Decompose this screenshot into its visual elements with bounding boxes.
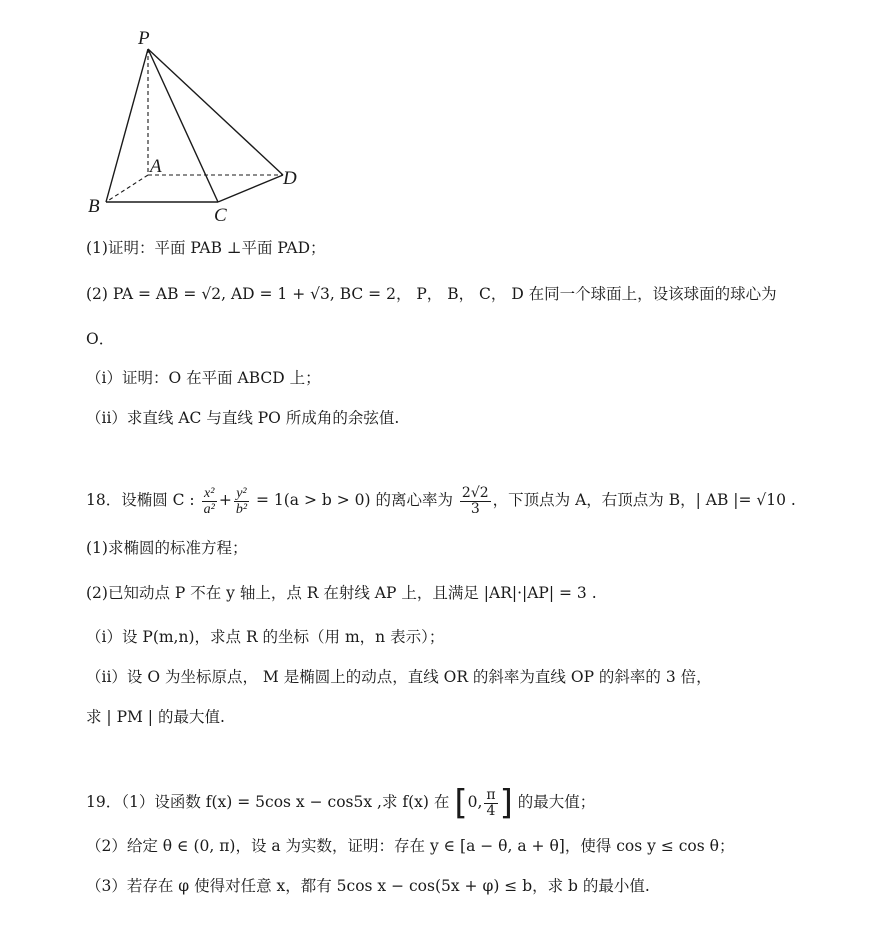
p18-eq-tail: = 1(a > b > 0) 的离心率为 — [255, 491, 453, 509]
fraction-pi-4: $\frac{\pi}{4}$ — [486, 786, 496, 819]
edge-CD — [218, 175, 283, 202]
p18-sub-ii-cont: 求 | PM | 的最大值. — [86, 708, 225, 726]
label-C: C — [214, 205, 227, 226]
p19-part1 — [86, 782, 595, 822]
p17-sub-i: （i）证明：O 在平面 ABCD 上； — [86, 369, 321, 387]
p18-part2: (2)已知动点 P 不在 y 轴上，点 R 在射线 AP 上，且满足 |AR|·|AP| = 3 . — [86, 584, 597, 602]
right-bracket: ] — [499, 783, 513, 823]
p18-sub-ii: （ii）设 O 为坐标原点， M 是椭圆上的动点，直线 OR 的斜率为直线 OP 的斜率的 3 倍， — [86, 668, 712, 686]
plus-sign: + — [218, 491, 232, 509]
p17-part2-cont: O． — [86, 330, 115, 348]
left-bracket: [ — [454, 783, 468, 823]
label-A: A — [150, 156, 162, 177]
edge-PC — [148, 49, 218, 202]
p17-part1: (1)证明：平面 PAB ⊥平面 PAD； — [86, 239, 326, 257]
edge-PD — [148, 49, 283, 175]
fraction-y2-b2: $\frac{\text{y²}}{\text{b²}}$ — [235, 485, 248, 517]
fraction-x2-a2: $\frac{\text{x²}}{\text{a²}}$ — [203, 485, 215, 517]
label-B: B — [88, 196, 100, 217]
p17-sub-ii: （ii）求直线 AC 与直线 PO 所成角的余弦值. — [86, 409, 400, 427]
interval-left: 0, — [467, 793, 483, 811]
p19-part1-b: 的最大值； — [517, 793, 596, 811]
p18-stem-a: 18．设椭圆 C : — [86, 491, 195, 509]
fraction-eccentricity: $\frac{2√2}{3}$ — [461, 484, 489, 517]
p18-sub-i: （i）设 P(m,n)，求点 R 的坐标（用 m，n 表示）； — [86, 628, 445, 646]
p18-stem-b: ，下顶点为 A，右顶点为 B，| AB |= √10 . — [492, 491, 796, 509]
p19-part2: （2）给定 θ ∈ (0, π)，设 a 为实数，证明：存在 y ∈ [a − θ, a + θ]，使得 cos y ≤ cos θ； — [86, 837, 735, 855]
p19-part1-a: 19．（1）设函数 f(x) = 5cos x − cos5x ,求 f(x) 在 — [86, 793, 450, 811]
label-P: P — [138, 28, 150, 49]
p18-stem — [86, 482, 796, 518]
label-D: D — [283, 168, 297, 189]
pyramid-figure — [80, 24, 310, 229]
p19-part3: （3）若存在 φ 使得对任意 x，都有 5cos x − cos(5x + φ) ≤ b，求 b 的最小值. — [86, 877, 650, 895]
p17-part2: (2) PA = AB = √2, AD = 1 + √3, BC = 2， P， B， C， D 在同一个球面上，设该球面的球心为 — [86, 285, 777, 303]
p18-part1: (1)求椭圆的标准方程； — [86, 539, 248, 557]
